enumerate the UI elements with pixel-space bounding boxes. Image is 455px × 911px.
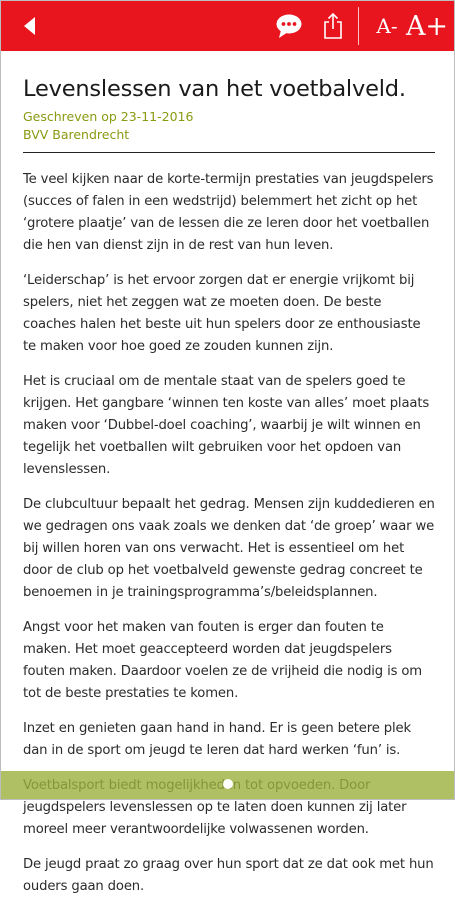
speech-bubble-icon — [275, 13, 303, 39]
back-arrow-icon — [23, 16, 37, 36]
article-paragraph: Te veel kijken naar de korte-termijn prestaties van jeugdspelers (succes of falen in een wedstrijd) belemmert het zicht op het ‘grotere plaatje’ van de lessen die ze leren door het voetballen die hen van dienst zijn in de rest van hun leven. — [23, 172, 434, 253]
title-divider — [23, 152, 435, 153]
article-title: Levenslessen van het voetbalveld. — [23, 76, 406, 102]
article-paragraph: De jeugd praat zo graag over hun sport dat ze dat ook met hun ouders gaan doen. — [23, 857, 434, 894]
comments-button[interactable] — [269, 1, 309, 51]
article-paragraph: Angst voor het maken van fouten is erger dan fouten te maken. Het moet geaccepteerd worden dat jeugdspelers fouten maken. Daardoor voelen ze de vrijheid die nodig is om tot de beste prestaties te komen. — [23, 620, 422, 701]
decrease-font-button[interactable] — [369, 1, 405, 51]
article-author: BVV Barendrecht — [23, 127, 130, 142]
decrease-font-label: A- — [376, 14, 398, 38]
page-dot-icon[interactable] — [223, 779, 233, 789]
top-toolbar — [1, 1, 454, 51]
back-button[interactable] — [15, 1, 45, 51]
toolbar-divider — [358, 7, 359, 45]
article-paragraph: Het is cruciaal om de mentale staat van de spelers goed te krijgen. Het gangbare ‘winnen ten koste van alles’ moet plaats maken voor ‘Dubbel-doel coaching’, waarbij je wilt winnen en tegelijk het voetballen wilt gebruiken voor het opdoen van levenslessen. — [23, 374, 430, 477]
increase-font-label: A+ — [405, 10, 449, 42]
article-paragraph: Inzet en genieten gaan hand in hand. Er is geen betere plek dan in de sport om jeugd te leren dat hard werken ‘fun’ is. — [23, 721, 411, 758]
article-meta — [23, 108, 435, 144]
article-paragraph: jeugdspelers levenslessen op te laten doen kunnen zij later moreel meer verantwoordelijke volwassenen worden. — [23, 800, 407, 837]
article-paragraph: De clubcultuur bepaalt het gedrag. Mensen zijn kuddedieren en we gedragen ons vaak zoals we denken dat ‘de groep’ waar we bij willen horen van ons verwacht. Het is essentieel om het door de club op het voetbalveld gewenste gedrag concreet te benoemen in je trainingsprogramma’s/beleidsplannen. — [23, 497, 435, 600]
increase-font-button[interactable] — [405, 1, 449, 51]
share-button[interactable] — [315, 1, 351, 51]
article-date: Geschreven op 23-11-2016 — [23, 109, 194, 124]
article-paragraph: ‘Leiderschap’ is het ervoor zorgen dat er energie vrijkomt bij spelers, niet het zeggen wat ze moeten doen. De beste coaches halen het beste uit hun spelers door ze enthousiaste te maken voor hoe goed ze zouden kunnen zijn. — [23, 273, 421, 354]
share-icon — [322, 12, 344, 40]
